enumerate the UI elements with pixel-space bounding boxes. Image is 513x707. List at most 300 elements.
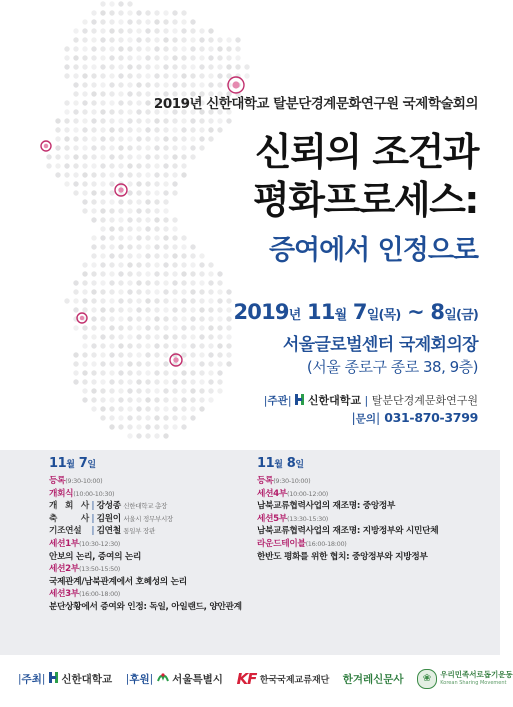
schedule-time: (16:00-18:00): [79, 590, 121, 599]
map-dot: [145, 28, 150, 33]
map-dot: [91, 10, 96, 15]
map-dot: [172, 82, 177, 87]
organizer-logo: 신한대학교: [49, 673, 116, 685]
map-dot: [73, 280, 78, 285]
map-dot: [73, 82, 78, 87]
map-dot: [190, 37, 195, 42]
event-date: 2019년 11월 7일(목) ~ 8일(금): [233, 300, 478, 324]
kf-logo-mark: KF: [236, 670, 257, 688]
map-dot: [136, 55, 141, 60]
map-dot: [136, 271, 141, 276]
sponsor-label: 후원: [129, 673, 150, 686]
schedule-item: [257, 525, 497, 538]
map-dot: [154, 433, 159, 438]
map-dot: [127, 433, 132, 438]
schedule-label: 세션5부: [257, 513, 288, 524]
schedule-time: (16:00-18:00): [305, 539, 347, 548]
map-dot: [100, 73, 105, 78]
map-dot: [199, 289, 204, 294]
map-dot: [73, 73, 78, 78]
map-dot: [109, 46, 114, 51]
map-dot: [109, 10, 114, 15]
map-dot: [136, 118, 141, 123]
map-dot: [208, 28, 213, 33]
schedule-item: 축 사 | 김원이 서울시 정무부시장: [49, 513, 173, 524]
map-dot: [100, 37, 105, 42]
host-row: |주관| 신한대학교 | 탈분단경계문화연구원: [263, 394, 478, 407]
map-dot: [163, 28, 168, 33]
map-dot: [199, 82, 204, 87]
map-dot: [181, 82, 186, 87]
schedule-label: 세션2부: [49, 564, 80, 575]
schedule-panel: [0, 450, 500, 655]
map-dot: [181, 10, 186, 15]
map-dot: [64, 46, 69, 51]
map-dot: [172, 271, 177, 276]
map-dot: [181, 289, 186, 294]
map-dot: [109, 64, 114, 69]
map-dot: [127, 28, 132, 33]
map-dot: [226, 55, 231, 60]
map-dot: [100, 1, 105, 6]
session-topic: 분단상황에서 증여와 인정: 독일, 아일랜드, 양안관계: [49, 601, 242, 612]
map-dot: [208, 37, 213, 42]
map-dot: [163, 433, 168, 438]
map-dot: [55, 118, 60, 123]
map-dot: [217, 280, 222, 285]
map-dot: [217, 37, 222, 42]
map-dot: [73, 28, 78, 33]
map-dot: [208, 118, 213, 123]
map-dot: [199, 379, 204, 384]
map-dot: [199, 37, 204, 42]
map-dot: [100, 118, 105, 123]
schedule-label: 세션4부: [257, 488, 288, 499]
speaker-role: 통일부 장관: [123, 527, 155, 536]
map-dot: [91, 118, 96, 123]
map-dot: [217, 46, 222, 51]
schedule-item: [257, 488, 497, 501]
map-dot: [118, 37, 123, 42]
schedule-item: [49, 538, 249, 551]
map-dot: [145, 289, 150, 294]
session-topic: 남북교류협력사업의 재조명: 중앙정부: [257, 501, 396, 512]
map-dot: [64, 55, 69, 60]
map-dot: [181, 73, 186, 78]
map-dot: [145, 271, 150, 276]
schedule-item: [49, 475, 249, 488]
map-dot: [109, 73, 114, 78]
map-dot: [217, 379, 222, 384]
session-topic: 한반도 평화를 위한 협치: 중앙정부와 지방정부: [257, 551, 428, 562]
map-dot: [82, 379, 87, 384]
map-dot: [100, 271, 105, 276]
map-dot: [226, 289, 231, 294]
map-dot: [91, 37, 96, 42]
map-dot: [73, 118, 78, 123]
map-dot: [109, 379, 114, 384]
map-dot: [91, 379, 96, 384]
map-dot: [118, 64, 123, 69]
map-dot: [181, 64, 186, 69]
map-dot: [181, 46, 186, 51]
map-dot: [208, 280, 213, 285]
map-dot: [109, 37, 114, 42]
map-dot: [235, 46, 240, 51]
map-dot: [226, 46, 231, 51]
map-dot: [100, 19, 105, 24]
session-topic: 남북교류협력사업의 재조명: 지방정부와 시민단체: [257, 526, 439, 537]
map-dot: [82, 280, 87, 285]
map-dot: [190, 379, 195, 384]
map-dot: [127, 379, 132, 384]
map-dot: [73, 46, 78, 51]
map-dot: [118, 118, 123, 123]
map-dot: [145, 379, 150, 384]
schedule-time: (13:50-15:50): [79, 565, 121, 574]
map-dot: [136, 10, 141, 15]
map-dot: [118, 379, 123, 384]
map-dot: [226, 64, 231, 69]
map-dot: [91, 46, 96, 51]
contact-row: |문의| 031-870-3799: [351, 410, 478, 425]
map-dot: [208, 271, 213, 276]
map-dot: [136, 19, 141, 24]
map-dot: [163, 55, 168, 60]
map-dot: [163, 37, 168, 42]
schedule-item: [49, 551, 249, 564]
map-dot: [73, 55, 78, 60]
map-dot: [190, 19, 195, 24]
map-dot: [217, 289, 222, 294]
event-address: (서울 종로구 종로 38, 9층): [306, 358, 478, 376]
map-dot: [181, 271, 186, 276]
map-dot: [109, 280, 114, 285]
map-dot: [127, 271, 132, 276]
schedule-item: [257, 500, 497, 513]
map-dot: [154, 379, 159, 384]
map-dot: [154, 64, 159, 69]
map-dot: [127, 73, 132, 78]
map-dot: [145, 433, 150, 438]
map-dot: [136, 433, 141, 438]
map-dot: [109, 1, 114, 6]
map-dot: [127, 55, 132, 60]
map-dot: [208, 289, 213, 294]
map-dot: [145, 19, 150, 24]
map-dot: [145, 82, 150, 87]
map-dot: [172, 10, 177, 15]
map-dot: [226, 37, 231, 42]
map-dot: [127, 19, 132, 24]
map-dot: [64, 73, 69, 78]
map-dot: [136, 379, 141, 384]
schedule-day1: [49, 456, 249, 614]
map-dot: [190, 289, 195, 294]
map-dot: [136, 289, 141, 294]
map-dot: [127, 280, 132, 285]
map-dot: [190, 82, 195, 87]
map-dot: [145, 55, 150, 60]
map-dot: [118, 73, 123, 78]
map-dot: [109, 55, 114, 60]
map-dot: [118, 289, 123, 294]
map-dot: [145, 118, 150, 123]
map-dot: [145, 46, 150, 51]
schedule-item: 기조연설 | 김연철 통일부 장관: [49, 526, 155, 537]
map-dot: [190, 46, 195, 51]
event-venue: 서울글로벌센터 국제회의장: [282, 335, 478, 355]
map-dot: [217, 73, 222, 78]
map-dot: [91, 28, 96, 33]
schedule-time: (10:30-12:30): [79, 539, 121, 548]
shinhan-university-logo-icon: [295, 394, 304, 405]
schedule-item: 개 회 사 | 강성종 신한대학교 총장: [49, 501, 167, 512]
map-dot: [181, 379, 186, 384]
map-dot: [190, 280, 195, 285]
schedule-label: 기조연설: [49, 526, 82, 537]
map-dot: [73, 289, 78, 294]
map-dot: [181, 118, 186, 123]
seoul-logo: 서울특별시: [157, 673, 227, 685]
map-dot: [82, 82, 87, 87]
map-dot: [199, 271, 204, 276]
map-dot: [118, 280, 123, 285]
map-dot: [100, 46, 105, 51]
schedule-label: 개회식: [49, 488, 74, 499]
schedule-item: [257, 475, 497, 488]
map-dot: [127, 289, 132, 294]
map-dot: [136, 280, 141, 285]
map-dot: [100, 10, 105, 15]
schedule-item: [257, 551, 497, 564]
map-dot: [145, 10, 150, 15]
map-dot: [82, 37, 87, 42]
schedule-item: [257, 538, 497, 551]
map-dot: [118, 19, 123, 24]
map-dot: [235, 37, 240, 42]
map-dot: [163, 379, 168, 384]
map-dot: [91, 289, 96, 294]
schedule-day2: [257, 456, 497, 563]
session-topic: 안보의 논리, 증여의 논리: [49, 551, 142, 562]
map-dot: [109, 118, 114, 123]
conference-title: 2019년 신한대학교 탈분단경계문화연구원 국제학술회의: [153, 96, 478, 112]
map-dot: [226, 82, 231, 87]
speaker-name: 강성종: [96, 501, 121, 512]
schedule-label: 축 사: [49, 513, 89, 524]
schedule-item: [49, 488, 249, 501]
day1-heading: 11월 7일: [49, 456, 96, 471]
map-dot: [145, 73, 150, 78]
map-dot: [190, 64, 195, 69]
map-dot: [190, 118, 195, 123]
map-dot: [82, 73, 87, 78]
map-dot: [154, 37, 159, 42]
map-dot: [109, 271, 114, 276]
map-dot: [217, 64, 222, 69]
map-dot: [91, 280, 96, 285]
session-topic: 국제관계/남북관계에서 호혜성의 논리: [49, 576, 187, 587]
map-dot: [181, 55, 186, 60]
map-dot: [109, 82, 114, 87]
schedule-label: 등록: [257, 476, 274, 486]
main-title-line2: 평화프로세스:: [253, 178, 478, 222]
map-dot: [163, 82, 168, 87]
map-dot: [91, 82, 96, 87]
schedule-label: 라운드테이블: [257, 538, 306, 549]
map-dot: [73, 37, 78, 42]
map-dot: [208, 73, 213, 78]
speaker-name: 김원이: [96, 513, 121, 524]
map-dot: [163, 19, 168, 24]
organizer-label: 주최: [21, 673, 42, 686]
map-dot: [163, 271, 168, 276]
map-dot: [100, 64, 105, 69]
map-dot: [163, 64, 168, 69]
map-dot: [226, 73, 231, 78]
map-dot: [154, 118, 159, 123]
schedule-time: (10:00-12:00): [287, 489, 329, 498]
map-dot: [154, 289, 159, 294]
map-dot: [100, 82, 105, 87]
map-dot: [73, 379, 78, 384]
map-dot: [217, 55, 222, 60]
contact-label: 문의: [355, 413, 377, 425]
map-dot: [190, 28, 195, 33]
map-dot: [208, 379, 213, 384]
map-dot: [226, 118, 231, 123]
map-dot: [154, 82, 159, 87]
map-dot: [172, 379, 177, 384]
map-dot: [190, 73, 195, 78]
schedule-item: [49, 576, 249, 589]
map-dot: [217, 271, 222, 276]
map-dot: [100, 379, 105, 384]
map-dot: [145, 37, 150, 42]
map-dot: [208, 64, 213, 69]
map-dot: [172, 280, 177, 285]
map-dot: [199, 64, 204, 69]
schedule-label: 세션3부: [49, 589, 80, 600]
map-dot: [181, 37, 186, 42]
map-dot: [91, 19, 96, 24]
map-dot: [181, 28, 186, 33]
map-dot: [244, 64, 249, 69]
map-dot: [154, 280, 159, 285]
map-dot: [136, 82, 141, 87]
map-dot: [136, 37, 141, 42]
subtitle: 증여에서 인정으로: [268, 235, 478, 266]
map-dot: [217, 82, 222, 87]
map-dot: [199, 118, 204, 123]
map-dot: [82, 271, 87, 276]
host-institute: 탈분단경계문화연구원: [371, 394, 478, 407]
map-dot: [127, 82, 132, 87]
speaker-role: 신한대학교 총장: [123, 502, 167, 511]
map-dot: [154, 28, 159, 33]
map-dot: [217, 118, 222, 123]
map-dot: [154, 73, 159, 78]
map-dot: [154, 19, 159, 24]
map-dot: [127, 37, 132, 42]
map-dot: [199, 55, 204, 60]
schedule-item: [49, 601, 249, 614]
footer-sponsors: |주최| 신한대학교 |후원| 서울특별시 KF 한국국제교류재단 한겨레신문사 ❀ 우리민족서로돕기운동 Korean Sharing Movement: [0, 655, 500, 707]
map-dot: [145, 64, 150, 69]
map-dot: [82, 64, 87, 69]
schedule-time: (13:30-15:30): [287, 514, 329, 523]
map-dot: [154, 55, 159, 60]
schedule-item: [49, 588, 249, 601]
map-dot: [145, 280, 150, 285]
schedule-label: 등록: [49, 476, 66, 486]
map-dot: [208, 55, 213, 60]
map-dot: [181, 19, 186, 24]
schedule-time: (9:30-10:00): [65, 477, 103, 485]
speaker-name: 김연철: [96, 526, 121, 537]
shinhan-university-logo-icon: [49, 672, 58, 683]
schedule-time: (10:00-10:30): [73, 489, 115, 498]
map-dot: [172, 19, 177, 24]
map-dot: [127, 10, 132, 15]
map-dot: [172, 73, 177, 78]
map-dot: [100, 28, 105, 33]
map-dot: [136, 28, 141, 33]
map-dot: [136, 46, 141, 51]
map-dot: [172, 37, 177, 42]
map-dot: [118, 10, 123, 15]
map-dot: [91, 55, 96, 60]
map-dot: [181, 280, 186, 285]
map-dot: [136, 64, 141, 69]
speaker-role: 서울시 정무부시장: [123, 514, 173, 523]
map-dot: [208, 82, 213, 87]
map-dot: [163, 73, 168, 78]
schedule-label: 개 회 사: [49, 501, 89, 512]
map-dot: [118, 55, 123, 60]
schedule-item: [257, 513, 497, 526]
map-dot: [100, 289, 105, 294]
map-dot: [244, 73, 249, 78]
map-dot: [154, 46, 159, 51]
map-dot: [199, 28, 204, 33]
map-dot: [127, 64, 132, 69]
contact-phone[interactable]: 031-870-3799: [384, 410, 478, 425]
map-dot: [118, 82, 123, 87]
map-location-marker-core: [232, 81, 239, 88]
map-dot: [64, 64, 69, 69]
map-dot: [199, 46, 204, 51]
map-dot: [82, 28, 87, 33]
schedule-time: (9:30-10:00): [273, 477, 311, 485]
map-dot: [118, 28, 123, 33]
seoul-city-logo-icon: [157, 672, 169, 683]
map-dot: [127, 118, 132, 123]
map-dot: [163, 118, 168, 123]
map-dot: [109, 28, 114, 33]
main-title-line1: 신뢰의 조건과: [255, 130, 478, 174]
map-dot: [91, 73, 96, 78]
map-dot: [82, 46, 87, 51]
map-dot: [73, 64, 78, 69]
map-dot: [172, 118, 177, 123]
map-dot: [163, 10, 168, 15]
map-dot: [208, 46, 213, 51]
day2-heading: 11월 8일: [257, 456, 304, 471]
sharing-movement-name: 우리민족서로돕기운동 Korean Sharing Movement: [440, 670, 513, 686]
map-dot: [118, 271, 123, 276]
